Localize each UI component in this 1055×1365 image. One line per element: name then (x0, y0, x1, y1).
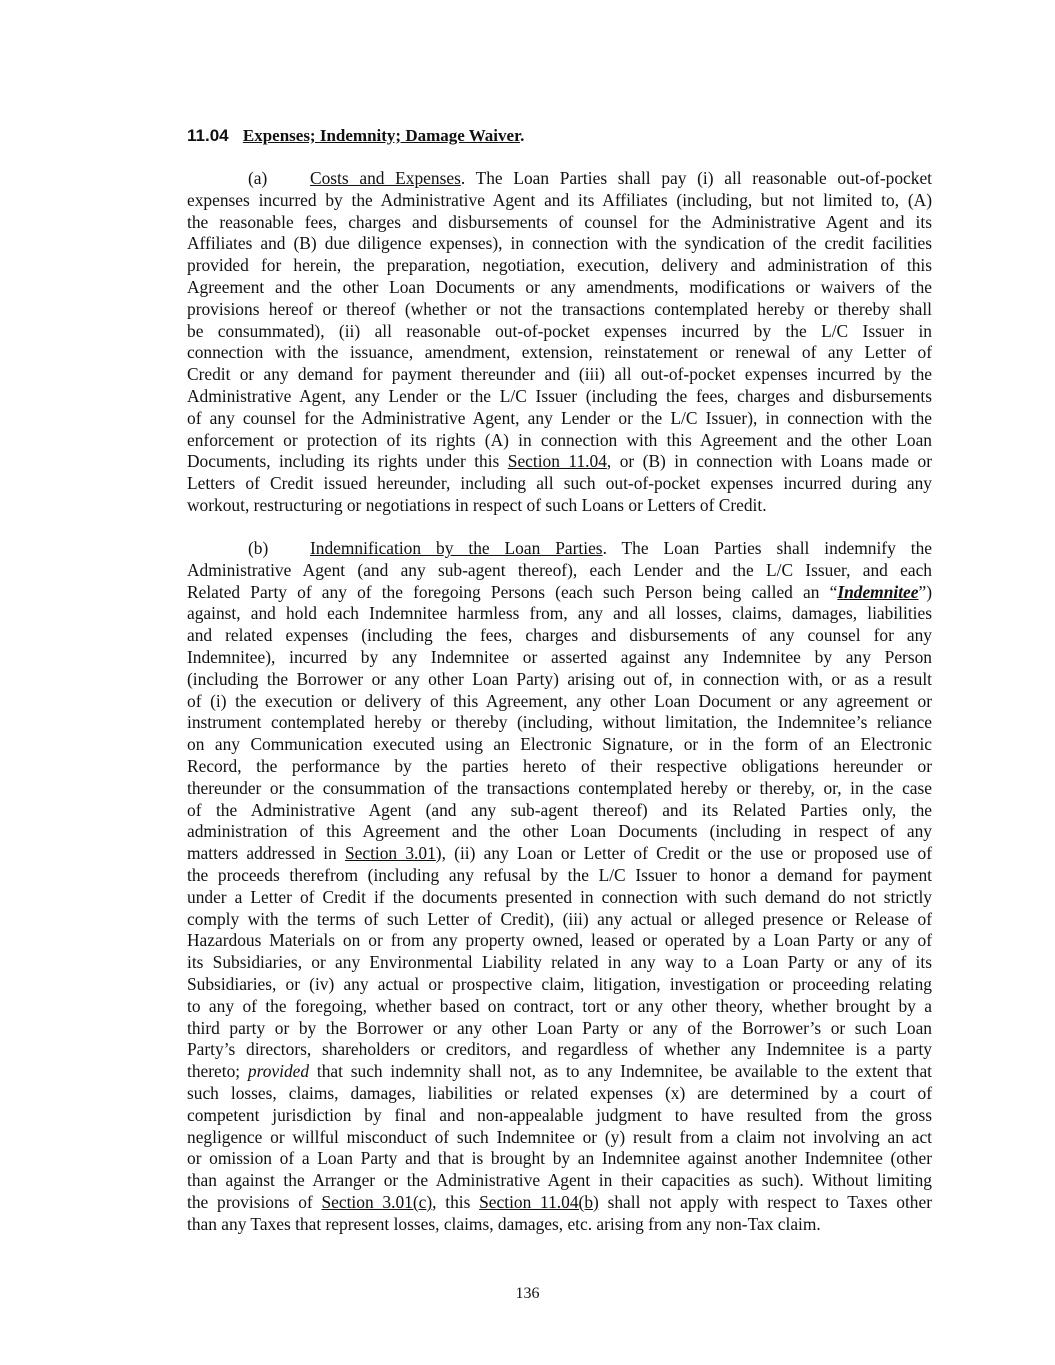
paragraph-label: (a) (248, 168, 268, 188)
section-number: 11.04 (187, 126, 229, 145)
paragraph-heading: Costs and Expenses (310, 168, 461, 188)
page-number: 136 (515, 1285, 540, 1302)
paragraph-a-costs-and-expenses: (a) Costs and Expenses. The Loan Parties shall pay (i) all reasonable out-of-pocket expenses incurred by the Administrative Agent and its Affiliates (including, but not limited to, (A) the reasonable fees, charges and disbursements of counsel for the Administrative Agent and its Affiliates and (B) due diligence expenses), in connection with the syndication of the credit facilities provided for herein, the preparation, negotiation, execution, delivery and administration of this Agreement and the other Loan Documents or any amendments, modifications or waivers of the provisions hereof or thereof (whether or not the transactions contemplated hereby or thereby shall be consummated), (ii) all reasonable out-of-pocket expenses incurred by the L/C Issuer in connection with the issuance, amendment, extension, reinstatement or renewal of any Letter of Credit or any demand for payment thereunder and (iii) all out-of-pocket expenses incurred by the Administrative Agent, any Lender or the L/C Issuer (including the fees, charges and disbursements of any counsel for the Administrative Agent, any Lender or the L/C Issuer), in connection with the enforcement or protection of its rights (A) in connection with this Agreement and the other Loan Documents, including its rights under this Section 11.04, or (B) in connection with Loans made or Letters of Credit issued hereunder, including all such out-of-pocket expenses incurred during any workout, restructuring or negotiations in respect of such Loans or Letters of Credit. (187, 168, 933, 515)
paragraph-b-indemnification: (b) Indemnification by the Loan Parties. The Loan Parties shall indemnify the Administrative Agent (and any sub-agent thereof), each Lender and the L/C Issuer, and each Related Party of any of the foregoing Persons (each such Person being called an “Indemnitee”) against, and hold each Indemnitee harmless from, any and all losses, claims, damages, liabilities and related expenses (including the fees, charges and disbursements of any counsel for any Indemnitee), incurred by any Indemnitee or asserted against any Indemnitee by any Person (including the Borrower or any other Loan Party) arising out of, in connection with, or as a result of (i) the execution or delivery of this Agreement, any other Loan Document or any agreement or instrument contemplated hereby or thereby (including, without limitation, the Indemnitee’s reliance on any Communication executed using an Electronic Signature, or in the form of an Electronic Record, the performance by the parties hereto of their respective obligations hereunder or thereunder or the consummation of the transactions contemplated hereby or thereby, or, in the case of the Administrative Agent (and any sub-agent thereof) and its Related Parties only, the administration of this Agreement and the other Loan Documents (including in respect of any matters addressed in Section 3.01), (ii) any Loan or Letter of Credit or the use or proposed use of the proceeds therefrom (including any refusal by the L/C Issuer to honor a demand for payment under a Letter of Credit if the documents presented in connection with such demand do not strictly comply with the terms of such Letter of Credit), (iii) any actual or alleged presence or Release of Hazardous Materials on or from any property owned, leased or operated by a Loan Party or any of its Subsidiaries, or any Environmental Liability related in any way to a Loan Party or any of its Subsidiaries, or (iv) any actual or prospective claim, litigation, investigation or proceeding relating to any of the foregoing, whether based on contract, tort or any other theory, whether brought by a third party or by the Borrower or any other Loan Party or any of the Borrower’s or such Loan Party’s directors, shareholders or creditors, and regardless of whether any Indemnitee is a party thereto; provided that such indemnity shall not, as to any Indemnitee, be available to the extent that such losses, claims, damages, liabilities or related expenses (x) are determined by a court of competent jurisdiction by final and non-appealable judgment to have resulted from the gross negligence or willful misconduct of such Indemnitee or (y) result from a claim not involving an act or omission of a Loan Party and that is brought by an Indemnitee against another Indemnitee (other than against the Arranger or the Administrative Agent in their capacities as such). Without limiting the provisions of Section 3.01(c), this Section 11.04(b) shall not apply with respect to Taxes other than any Taxes that represent losses, claims, damages, etc. arising from any non-Tax claim. (187, 538, 933, 1234)
section-heading: 11.04 Expenses; Indemnity; Damage Waiver. (187, 126, 525, 145)
cross-reference-link[interactable]: Section 11.04 (507, 451, 607, 472)
paragraph-heading: Indemnification by the Loan Parties (310, 538, 603, 558)
emphasis-provided: provided (247, 1061, 310, 1082)
cross-reference-link[interactable]: Section 11.04(b) (479, 1191, 599, 1212)
cross-reference-link[interactable]: Section 3.01 (344, 843, 436, 864)
paragraph-label: (b) (248, 538, 269, 558)
section-title: Expenses; Indemnity; Damage Waiver (242, 126, 521, 145)
defined-term: Indemnitee (837, 581, 919, 602)
cross-reference-link[interactable]: Section 3.01(c) (321, 1191, 433, 1212)
